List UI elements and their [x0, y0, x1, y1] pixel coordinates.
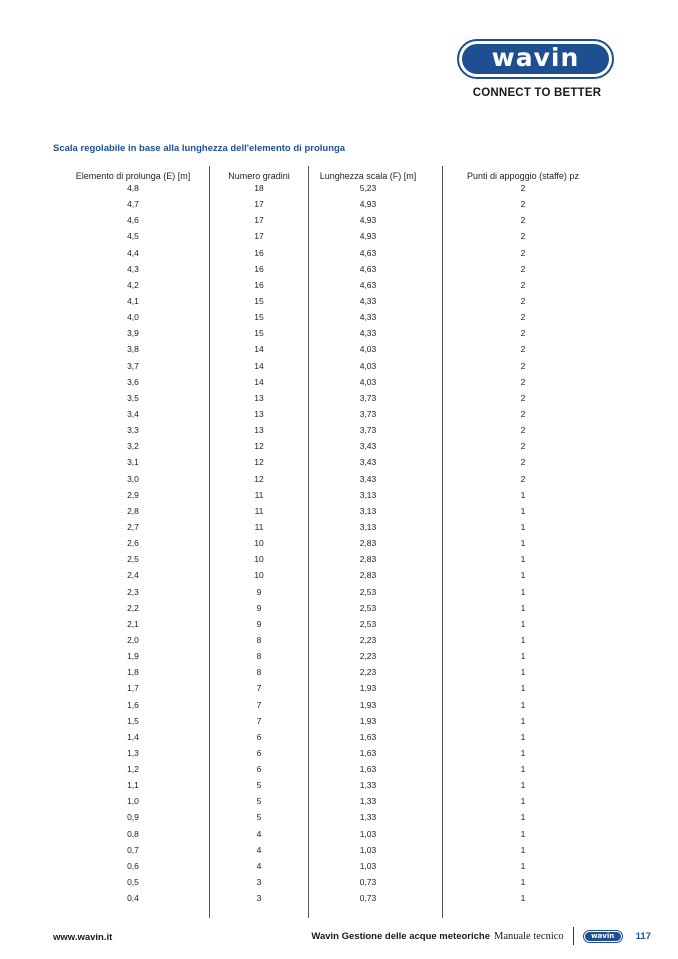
cell-elemento-prolunga: 0,6: [127, 860, 139, 871]
cell-numero-gradini: 11: [254, 505, 264, 516]
cell-punti-appoggio: 1: [520, 521, 526, 532]
cell-lunghezza-scala: 2,53: [359, 618, 377, 629]
cell-elemento-prolunga: 4,2: [127, 279, 139, 290]
cell-elemento-prolunga: 0,8: [127, 828, 139, 839]
cell-punti-appoggio: 1: [520, 796, 526, 807]
table-row: [0, 279, 678, 295]
cell-elemento-prolunga: 3,6: [127, 376, 139, 387]
cell-punti-appoggio: 1: [520, 764, 526, 775]
cell-elemento-prolunga: 3,0: [127, 473, 139, 484]
table-row: [0, 682, 678, 698]
cell-punti-appoggio: 1: [520, 877, 526, 888]
cell-numero-gradini: 16: [254, 279, 264, 290]
cell-punti-appoggio: 1: [520, 893, 526, 904]
table-row: [0, 198, 678, 214]
table-row: [0, 473, 678, 489]
cell-numero-gradini: 14: [254, 376, 264, 387]
cell-elemento-prolunga: 3,9: [127, 328, 139, 339]
table-row: [0, 489, 678, 505]
cell-punti-appoggio: 1: [520, 554, 526, 565]
cell-lunghezza-scala: 1,33: [359, 780, 377, 791]
cell-elemento-prolunga: 1,3: [127, 747, 139, 758]
cell-lunghezza-scala: 1,93: [359, 699, 377, 710]
cell-lunghezza-scala: 2,53: [359, 602, 377, 613]
cell-elemento-prolunga: 2,4: [127, 570, 139, 581]
cell-numero-gradini: 12: [254, 441, 264, 452]
cell-numero-gradini: 10: [254, 554, 264, 565]
cell-punti-appoggio: 1: [520, 844, 526, 855]
cell-punti-appoggio: 2: [520, 312, 526, 323]
cell-numero-gradini: 8: [256, 634, 262, 645]
table-row: [0, 715, 678, 731]
header-lunghezza-scala: Lunghezza scala (F) [m]: [319, 171, 417, 181]
cell-elemento-prolunga: 2,0: [127, 634, 139, 645]
cell-numero-gradini: 15: [254, 312, 264, 323]
cell-elemento-prolunga: 2,1: [127, 618, 139, 629]
cell-punti-appoggio: 1: [520, 812, 526, 823]
table-row: [0, 844, 678, 860]
cell-lunghezza-scala: 0,73: [359, 877, 377, 888]
cell-lunghezza-scala: 3,73: [359, 408, 377, 419]
cell-lunghezza-scala: 1,93: [359, 683, 377, 694]
footer-divider: [573, 927, 574, 945]
cell-punti-appoggio: 2: [520, 247, 526, 258]
cell-elemento-prolunga: 1,1: [127, 780, 139, 791]
cell-numero-gradini: 5: [256, 796, 262, 807]
cell-numero-gradini: 3: [256, 893, 262, 904]
cell-numero-gradini: 7: [256, 715, 262, 726]
cell-lunghezza-scala: 3,43: [359, 473, 377, 484]
cell-punti-appoggio: 1: [520, 715, 526, 726]
header-numero-gradini: Numero gradini: [228, 171, 290, 181]
cell-lunghezza-scala: 2,23: [359, 634, 377, 645]
table-row: [0, 456, 678, 472]
wavin-logo: [457, 39, 614, 79]
cell-numero-gradini: 6: [256, 747, 262, 758]
cell-numero-gradini: 17: [254, 199, 264, 210]
cell-punti-appoggio: 2: [520, 199, 526, 210]
cell-numero-gradini: 5: [256, 780, 262, 791]
cell-lunghezza-scala: 4,93: [359, 215, 377, 226]
cell-punti-appoggio: 1: [520, 731, 526, 742]
cell-numero-gradini: 6: [256, 731, 262, 742]
cell-lunghezza-scala: 2,83: [359, 538, 377, 549]
cell-punti-appoggio: 2: [520, 183, 526, 193]
cell-elemento-prolunga: 2,6: [127, 538, 139, 549]
cell-lunghezza-scala: 4,63: [359, 263, 377, 274]
cell-numero-gradini: 4: [256, 860, 262, 871]
cell-punti-appoggio: 1: [520, 505, 526, 516]
cell-elemento-prolunga: 3,1: [127, 457, 139, 468]
cell-elemento-prolunga: 1,8: [127, 667, 139, 678]
cell-numero-gradini: 7: [256, 699, 262, 710]
cell-punti-appoggio: 1: [520, 667, 526, 678]
cell-lunghezza-scala: 4,03: [359, 360, 377, 371]
tagline: CONNECT TO BETTER: [472, 87, 602, 99]
header-elemento-prolunga: Elemento di prolunga (E) [m]: [75, 171, 191, 181]
cell-elemento-prolunga: 4,6: [127, 215, 139, 226]
table-row: [0, 699, 678, 715]
cell-elemento-prolunga: 1,9: [127, 651, 139, 662]
cell-lunghezza-scala: 3,73: [359, 392, 377, 403]
cell-elemento-prolunga: 0,9: [127, 812, 139, 823]
page-number: 117: [635, 930, 651, 942]
section-title: Scala regolabile in base alla lunghezza dell'elemento di prolunga: [53, 143, 346, 154]
footer-manual-label: Manuale tecnico: [493, 930, 564, 942]
table-row: [0, 779, 678, 795]
cell-numero-gradini: 14: [254, 360, 264, 371]
cell-lunghezza-scala: 4,93: [359, 199, 377, 210]
cell-punti-appoggio: 1: [520, 747, 526, 758]
logo-text: wavin: [462, 44, 609, 74]
cell-punti-appoggio: 1: [520, 602, 526, 613]
cell-lunghezza-scala: 4,93: [359, 231, 377, 242]
cell-lunghezza-scala: 4,03: [359, 344, 377, 355]
table-row: [0, 763, 678, 779]
cell-elemento-prolunga: 3,2: [127, 441, 139, 452]
cell-lunghezza-scala: 3,13: [359, 505, 377, 516]
cell-elemento-prolunga: 1,6: [127, 699, 139, 710]
table-row: [0, 553, 678, 569]
footer-website-link[interactable]: www.wavin.it: [53, 932, 113, 943]
cell-lunghezza-scala: 3,43: [359, 457, 377, 468]
table-row: [0, 214, 678, 230]
cell-numero-gradini: 18: [254, 183, 264, 193]
cell-numero-gradini: 16: [254, 247, 264, 258]
cell-punti-appoggio: 2: [520, 328, 526, 339]
cell-lunghezza-scala: 1,33: [359, 812, 377, 823]
cell-punti-appoggio: 1: [520, 651, 526, 662]
table-row: [0, 828, 678, 844]
cell-elemento-prolunga: 1,0: [127, 796, 139, 807]
table-row: [0, 408, 678, 424]
cell-punti-appoggio: 2: [520, 408, 526, 419]
cell-numero-gradini: 12: [254, 457, 264, 468]
cell-elemento-prolunga: 0,4: [127, 893, 139, 904]
cell-punti-appoggio: 2: [520, 441, 526, 452]
cell-lunghezza-scala: 1,03: [359, 844, 377, 855]
cell-lunghezza-scala: 1,63: [359, 764, 377, 775]
table-body: [0, 182, 678, 908]
cell-lunghezza-scala: 2,83: [359, 554, 377, 565]
cell-punti-appoggio: 2: [520, 279, 526, 290]
table-row: [0, 247, 678, 263]
table-row: [0, 876, 678, 892]
cell-elemento-prolunga: 3,3: [127, 425, 139, 436]
cell-numero-gradini: 17: [254, 231, 264, 242]
cell-lunghezza-scala: 4,33: [359, 328, 377, 339]
cell-punti-appoggio: 2: [520, 425, 526, 436]
cell-punti-appoggio: 1: [520, 828, 526, 839]
cell-punti-appoggio: 1: [520, 634, 526, 645]
cell-lunghezza-scala: 4,63: [359, 247, 377, 258]
table-row: [0, 295, 678, 311]
table-row: [0, 505, 678, 521]
footer-wavin-logo: [583, 930, 623, 943]
header-punti-appoggio: Punti di appoggio (staffe) pz: [467, 171, 579, 181]
table-row: [0, 586, 678, 602]
table-row: [0, 731, 678, 747]
cell-elemento-prolunga: 0,7: [127, 844, 139, 855]
cell-lunghezza-scala: 4,33: [359, 295, 377, 306]
table-row: [0, 440, 678, 456]
cell-lunghezza-scala: 3,13: [359, 489, 377, 500]
cell-elemento-prolunga: 2,3: [127, 586, 139, 597]
cell-numero-gradini: 8: [256, 651, 262, 662]
cell-numero-gradini: 17: [254, 215, 264, 226]
cell-punti-appoggio: 1: [520, 699, 526, 710]
cell-punti-appoggio: 1: [520, 570, 526, 581]
cell-lunghezza-scala: 1,93: [359, 715, 377, 726]
cell-elemento-prolunga: 4,5: [127, 231, 139, 242]
table-row: [0, 537, 678, 553]
cell-lunghezza-scala: 5,23: [359, 183, 377, 193]
cell-numero-gradini: 6: [256, 764, 262, 775]
cell-lunghezza-scala: 1,03: [359, 828, 377, 839]
table-row: [0, 360, 678, 376]
cell-elemento-prolunga: 2,9: [127, 489, 139, 500]
table-row: [0, 327, 678, 343]
cell-punti-appoggio: 2: [520, 457, 526, 468]
table-row: [0, 182, 678, 198]
table-row: [0, 634, 678, 650]
cell-numero-gradini: 9: [256, 618, 262, 629]
cell-elemento-prolunga: 4,1: [127, 295, 139, 306]
cell-punti-appoggio: 2: [520, 360, 526, 371]
table-row: [0, 795, 678, 811]
cell-punti-appoggio: 1: [520, 489, 526, 500]
table-row: [0, 311, 678, 327]
cell-numero-gradini: 3: [256, 877, 262, 888]
table-row: [0, 892, 678, 908]
cell-punti-appoggio: 1: [520, 860, 526, 871]
cell-elemento-prolunga: 4,4: [127, 247, 139, 258]
cell-numero-gradini: 15: [254, 295, 264, 306]
cell-elemento-prolunga: 3,8: [127, 344, 139, 355]
cell-lunghezza-scala: 2,23: [359, 667, 377, 678]
cell-numero-gradini: 4: [256, 828, 262, 839]
footer-publication-info: [311, 926, 651, 946]
cell-punti-appoggio: 1: [520, 683, 526, 694]
table-row: [0, 650, 678, 666]
cell-numero-gradini: 13: [254, 408, 264, 419]
cell-punti-appoggio: 2: [520, 392, 526, 403]
table-row: [0, 424, 678, 440]
table-row: [0, 860, 678, 876]
cell-numero-gradini: 5: [256, 812, 262, 823]
cell-punti-appoggio: 2: [520, 231, 526, 242]
cell-elemento-prolunga: 3,5: [127, 392, 139, 403]
table-row: [0, 392, 678, 408]
cell-numero-gradini: 9: [256, 586, 262, 597]
cell-lunghezza-scala: 4,03: [359, 376, 377, 387]
cell-lunghezza-scala: 2,83: [359, 570, 377, 581]
cell-numero-gradini: 10: [254, 538, 264, 549]
cell-elemento-prolunga: 4,3: [127, 263, 139, 274]
cell-lunghezza-scala: 1,33: [359, 796, 377, 807]
cell-punti-appoggio: 2: [520, 295, 526, 306]
cell-numero-gradini: 10: [254, 570, 264, 581]
cell-punti-appoggio: 1: [520, 780, 526, 791]
cell-elemento-prolunga: 2,7: [127, 521, 139, 532]
cell-numero-gradini: 4: [256, 844, 262, 855]
cell-lunghezza-scala: 1,63: [359, 731, 377, 742]
cell-elemento-prolunga: 1,7: [127, 683, 139, 694]
table-row: [0, 602, 678, 618]
table-row: [0, 618, 678, 634]
cell-punti-appoggio: 2: [520, 215, 526, 226]
cell-lunghezza-scala: 1,03: [359, 860, 377, 871]
table-row: [0, 376, 678, 392]
cell-numero-gradini: 14: [254, 344, 264, 355]
cell-elemento-prolunga: 4,8: [127, 183, 139, 193]
table-row: [0, 521, 678, 537]
cell-numero-gradini: 8: [256, 667, 262, 678]
cell-numero-gradini: 11: [254, 489, 264, 500]
table-row: [0, 230, 678, 246]
cell-lunghezza-scala: 3,13: [359, 521, 377, 532]
cell-numero-gradini: 13: [254, 392, 264, 403]
cell-elemento-prolunga: 1,5: [127, 715, 139, 726]
table-row: [0, 811, 678, 827]
table-row: [0, 343, 678, 359]
table-row: [0, 569, 678, 585]
cell-punti-appoggio: 1: [520, 586, 526, 597]
cell-lunghezza-scala: 1,63: [359, 747, 377, 758]
cell-elemento-prolunga: 2,2: [127, 602, 139, 613]
cell-numero-gradini: 12: [254, 473, 264, 484]
cell-lunghezza-scala: 0,73: [359, 893, 377, 904]
cell-elemento-prolunga: 2,5: [127, 554, 139, 565]
cell-elemento-prolunga: 2,8: [127, 505, 139, 516]
cell-lunghezza-scala: 3,73: [359, 425, 377, 436]
cell-numero-gradini: 9: [256, 602, 262, 613]
cell-punti-appoggio: 2: [520, 263, 526, 274]
cell-elemento-prolunga: 4,0: [127, 312, 139, 323]
footer-logo-text: wavin: [585, 932, 621, 941]
cell-elemento-prolunga: 4,7: [127, 199, 139, 210]
table-row: [0, 747, 678, 763]
table-row: [0, 263, 678, 279]
cell-lunghezza-scala: 2,53: [359, 586, 377, 597]
cell-numero-gradini: 16: [254, 263, 264, 274]
cell-numero-gradini: 13: [254, 425, 264, 436]
cell-lunghezza-scala: 4,63: [359, 279, 377, 290]
cell-lunghezza-scala: 2,23: [359, 651, 377, 662]
footer-publication-title: Wavin Gestione delle acque meteoriche: [311, 930, 490, 942]
cell-elemento-prolunga: 3,4: [127, 408, 139, 419]
cell-punti-appoggio: 2: [520, 376, 526, 387]
cell-punti-appoggio: 1: [520, 618, 526, 629]
cell-punti-appoggio: 2: [520, 473, 526, 484]
cell-punti-appoggio: 1: [520, 538, 526, 549]
cell-punti-appoggio: 2: [520, 344, 526, 355]
cell-elemento-prolunga: 1,4: [127, 731, 139, 742]
cell-numero-gradini: 11: [254, 521, 264, 532]
cell-lunghezza-scala: 3,43: [359, 441, 377, 452]
cell-elemento-prolunga: 1,2: [127, 764, 139, 775]
cell-elemento-prolunga: 0,5: [127, 877, 139, 888]
table-row: [0, 666, 678, 682]
cell-numero-gradini: 7: [256, 683, 262, 694]
cell-elemento-prolunga: 3,7: [127, 360, 139, 371]
cell-numero-gradini: 15: [254, 328, 264, 339]
cell-lunghezza-scala: 4,33: [359, 312, 377, 323]
